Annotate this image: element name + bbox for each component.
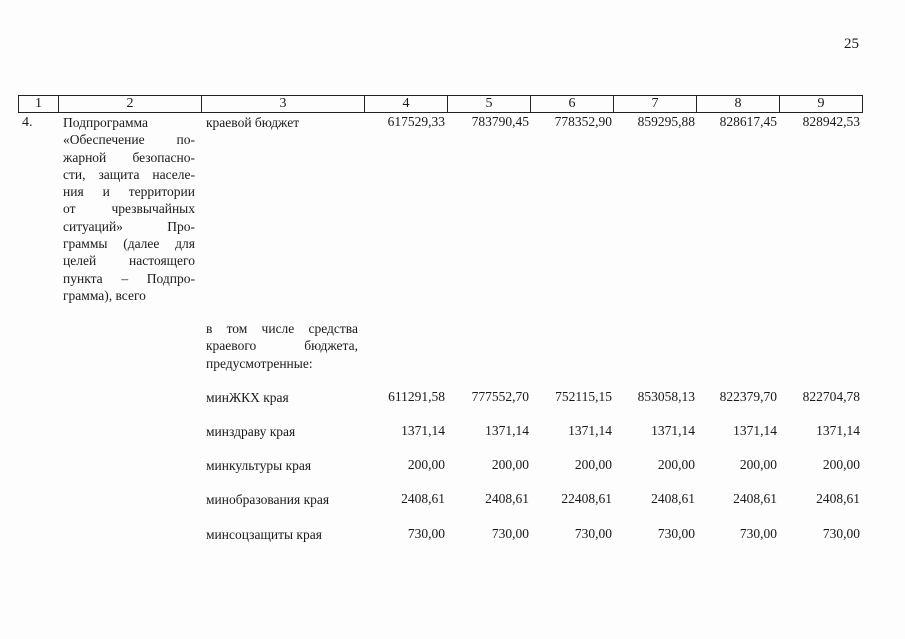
value-cell: 730,00 [407, 526, 445, 541]
value-cell: 1371,14 [733, 423, 777, 438]
value-cell: 828617,45 [719, 114, 777, 129]
value-cell: 730,00 [657, 526, 695, 541]
col-header-4: 4 [365, 96, 448, 113]
program-line: пункта – Подпро- [63, 270, 195, 286]
page-number: 25 [844, 36, 859, 52]
subhead-line: в том числе средства [206, 321, 358, 336]
program-line: жарной безопасно- [63, 149, 195, 165]
program-line: «Обеспечение по- [63, 132, 195, 148]
column-number-header [18, 95, 863, 113]
value-cell: 752115,15 [555, 389, 612, 404]
program-line: грамма), всего [63, 287, 146, 303]
value-cell: 777552,70 [471, 389, 529, 404]
value-cell: 730,00 [822, 526, 860, 541]
subhead-line: предусмотренные: [206, 355, 313, 371]
col-header-3: 3 [202, 96, 365, 113]
col-header-7: 7 [614, 96, 697, 113]
value-cell: 730,00 [491, 526, 529, 541]
value-cell: 1371,14 [485, 423, 529, 438]
subhead-line: краевого бюджета, [206, 338, 358, 354]
col-header-9: 9 [780, 96, 863, 113]
value-cell: 783790,45 [471, 114, 529, 129]
value-cell: 200,00 [822, 457, 860, 472]
value-cell: 200,00 [574, 457, 612, 472]
program-line: целей настоящего [63, 253, 195, 269]
value-cell: 730,00 [574, 526, 612, 541]
including-subheading [206, 320, 358, 372]
program-line: сти, защита населе- [63, 166, 195, 182]
source-label-education: минобразования края [206, 492, 330, 507]
value-cell: 853058,13 [637, 389, 695, 404]
value-cell: 2408,61 [733, 491, 777, 506]
value-cell: 200,00 [407, 457, 445, 472]
source-label-housing: минЖКХ края [206, 390, 289, 405]
col-header-8: 8 [697, 96, 780, 113]
value-cell: 730,00 [739, 526, 777, 541]
value-cell: 200,00 [739, 457, 777, 472]
program-line: ситуаций» Про- [63, 218, 195, 234]
value-cell: 822379,70 [719, 389, 777, 404]
source-label-regional-budget: краевой бюджет [206, 115, 300, 130]
value-cell: 822704,78 [802, 389, 860, 404]
program-line: Подпрограмма [63, 115, 148, 130]
program-line: от чрезвычайных [63, 201, 195, 217]
value-cell: 1371,14 [568, 423, 612, 438]
value-cell: 2408,61 [651, 491, 695, 506]
value-cell: 828942,53 [802, 114, 860, 129]
col-header-5: 5 [448, 96, 531, 113]
value-cell: 617529,33 [387, 114, 445, 129]
source-label-social: минсоцзащиты края [206, 527, 322, 542]
value-cell: 200,00 [491, 457, 529, 472]
program-line: граммы (далее для [63, 236, 195, 252]
value-cell: 22408,61 [561, 491, 612, 506]
value-cell: 2408,61 [816, 491, 860, 506]
source-label-culture: минкультуры края [206, 458, 312, 473]
value-cell: 200,00 [657, 457, 695, 472]
program-line: ния и территории [63, 184, 195, 200]
value-cell: 2408,61 [401, 491, 445, 506]
source-label-health: минздраву края [206, 424, 296, 439]
value-cell: 611291,58 [388, 389, 445, 404]
col-header-2: 2 [59, 96, 202, 113]
value-cell: 859295,88 [637, 114, 695, 129]
value-cell: 2408,61 [485, 491, 529, 506]
value-cell: 778352,90 [554, 114, 612, 129]
col-header-1: 1 [19, 96, 59, 113]
value-cell: 1371,14 [401, 423, 445, 438]
program-title [63, 114, 195, 304]
value-cell: 1371,14 [651, 423, 695, 438]
value-cell: 1371,14 [816, 423, 860, 438]
row-number: 4. [22, 115, 33, 130]
col-header-6: 6 [531, 96, 614, 113]
